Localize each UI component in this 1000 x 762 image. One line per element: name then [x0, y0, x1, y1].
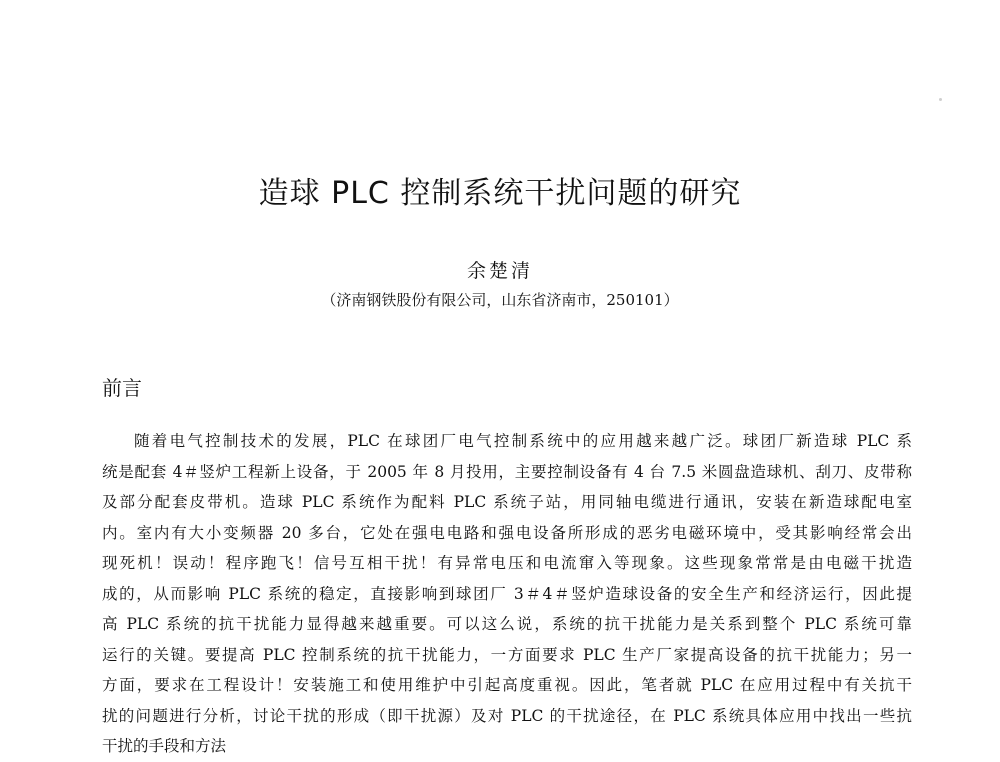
- paragraph-line: 运行的关键。要提高 PLC 控制系统的抗干扰能力，一方面要求 PLC 生产厂家提高设备的抗干扰能力；另一: [102, 645, 912, 664]
- paragraph-line: 统是配套 4＃竖炉工程新上设备，于 2005 年 8 月投用，主要控制设备有 4 台 7.5 米圆盘造球机、刮刀、皮带称: [102, 462, 912, 481]
- author-affiliation: （济南钢铁股份有限公司，山东省济南市，250101）: [321, 291, 679, 309]
- section-heading: 前言: [102, 376, 142, 400]
- paragraph-line: 内。室内有大小变频器 20 多台，它处在强电电路和强电设备所形成的恶劣电磁环境中，受其影响经常会出: [102, 523, 912, 542]
- scan-speck: [939, 98, 942, 101]
- paragraph-line: 方面，要求在工程设计！安装施工和使用维护中引起高度重视。因此，笔者就 PLC 在应用过程中有关抗干: [102, 676, 912, 694]
- paper-title: 造球 PLC 控制系统干扰问题的研究: [258, 176, 742, 211]
- intro-paragraph: [102, 426, 912, 762]
- paragraph-line: 现死机！误动！程序跑飞！信号互相干扰！有异常电压和电流窜入等现象。这些现象常常是由电磁干扰造: [102, 554, 912, 572]
- author-name: 余楚清: [466, 260, 533, 282]
- paragraph-line: 扰的问题进行分析，讨论干扰的形成（即干扰源）及对 PLC 的干扰途径，在 PLC 系统具体应用中找出一些抗: [102, 706, 912, 725]
- paragraph-line: 干扰的手段和方法: [102, 737, 227, 755]
- paragraph-line: 成的，从而影响 PLC 系统的稳定，直接影响到球团厂 3＃4＃竖炉造球设备的安全生产和经济运行，因此提: [102, 584, 912, 603]
- paragraph-line: 随着电气控制技术的发展，PLC 在球团厂电气控制系统中的应用越来越广泛。球团厂新造球 PLC 系: [134, 432, 912, 450]
- paragraph-line: 高 PLC 系统的抗干扰能力显得越来越重要。可以这么说，系统的抗干扰能力是关系到整个 PLC 系统可靠: [102, 615, 912, 633]
- paragraph-line: 及部分配套皮带机。造球 PLC 系统作为配料 PLC 系统子站，用同轴电缆进行通讯，安装在新造球配电室: [102, 493, 912, 511]
